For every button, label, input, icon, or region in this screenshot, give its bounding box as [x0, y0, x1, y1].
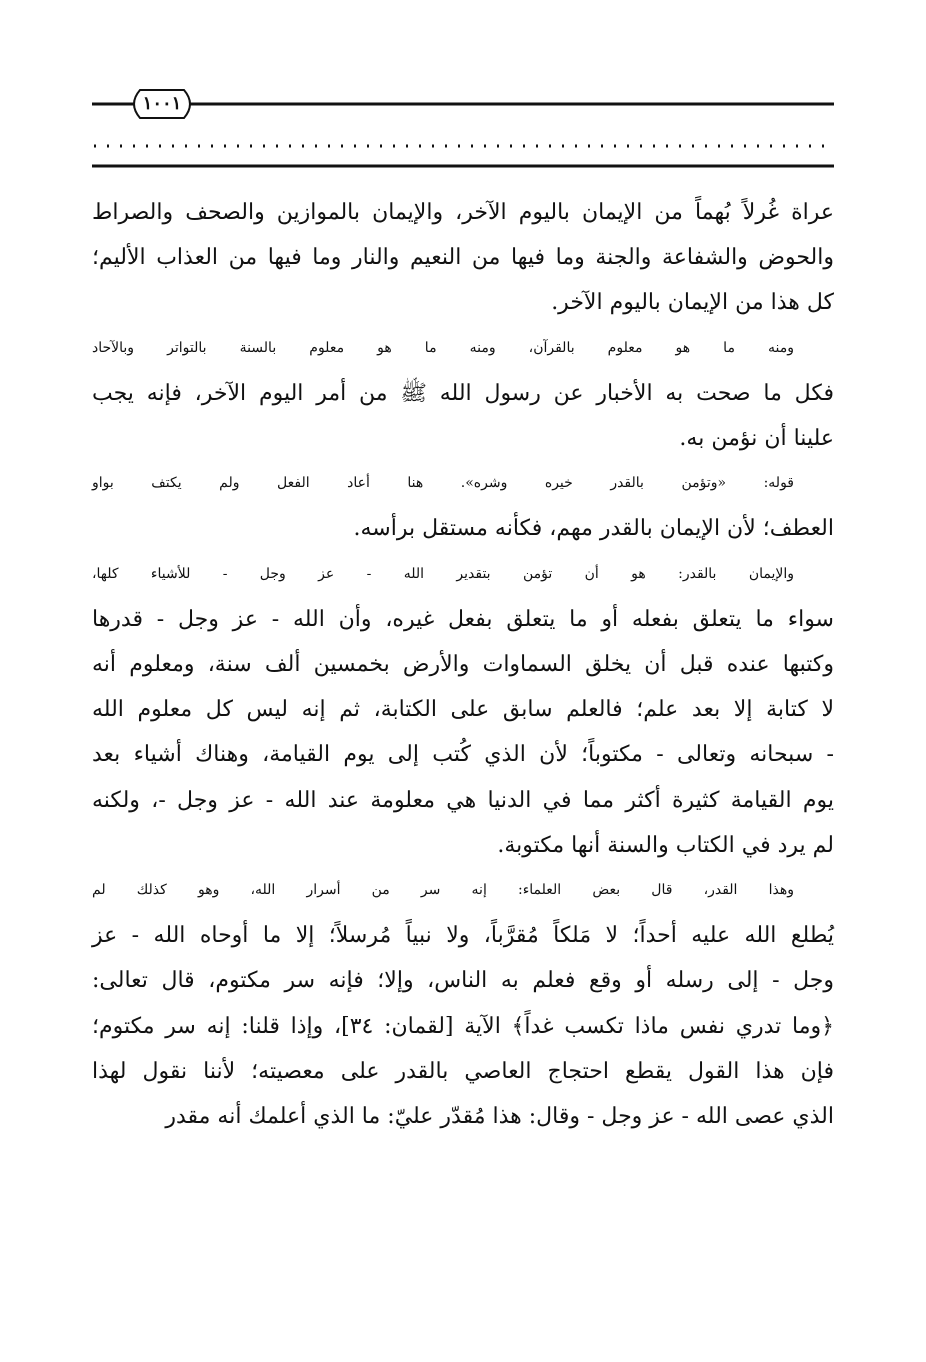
- page-number: ١٠٠١: [142, 93, 182, 114]
- paragraph: [92, 326, 834, 462]
- paragraph: [92, 461, 834, 551]
- text-line: سواء ما يتعلق بفعله أو ما يتعلق بفعل غيره، وأن الله - عز وجل - قدرها: [92, 606, 834, 632]
- text-line: فإن هذا القول يقطع احتجاج العاصي بالقدر على معصيته؛ لأننا نقول لهذا: [92, 1058, 834, 1084]
- body-text: [92, 190, 834, 1139]
- text-line: قوله: «وتؤمن بالقدر خيره وشره». هنا أعاد الفعل ولم يكتف بواو: [92, 475, 795, 492]
- text-line: علينا أن نؤمن به.: [679, 426, 834, 452]
- paragraph: [92, 868, 834, 1139]
- page-header: [0, 0, 926, 180]
- text-line: والحوض والشفاعة والجنة وما فيها من النعيم والنار وما فيها من العذاب الأليم؛: [92, 245, 834, 271]
- text-line: يُطلع الله عليه أحداً؛ لا مَلكاً مُقرَّباً، ولا نبياً مُرسلاً؛ إلا ما أوحاه الله - عز: [92, 923, 834, 949]
- text-line: يوم القيامة كثيرة أكثر مما في الدنيا هي معلومة عند الله - عز وجل -، ولكنه: [92, 787, 834, 813]
- text-line: وهذا القدر، قال بعض العلماء: إنه سر من أسرار الله، وهو كذلك لم: [92, 882, 794, 899]
- text-line: الذي عصى الله - عز وجل - وقال: هذا مُقدّر عليّ: ما الذي أعلمك أنه مقدر: [165, 1104, 834, 1130]
- text-line: فكل ما صحت به الأخبار عن رسول الله ﷺ من أمر اليوم الآخر، فإنه يجب: [92, 380, 834, 406]
- text-line: العطف؛ لأن الإيمان بالقدر مهم، فكأنه مستقل برأسه.: [353, 516, 834, 542]
- text-line: كل هذا من الإيمان باليوم الآخر.: [551, 290, 834, 316]
- text-line: لم يرد في الكتاب والسنة أنها مكتوبة.: [497, 832, 834, 858]
- text-line: ﴿وما تدري نفس ماذا تكسب غداً﴾ الآية [لقمان: ٣٤]، وإذا قلنا: إنه سر مكتوم؛: [92, 1013, 834, 1039]
- paragraph: [92, 190, 834, 326]
- text-line: عراة غُرلاً بُهماً من الإيمان باليوم الآخر، والإيمان بالموازين والصحف والصراط: [92, 200, 834, 225]
- text-line: ومنه ما هو معلوم بالقرآن، ومنه ما هو معلوم بالسنة بالتواتر وبالآحاد: [92, 339, 794, 356]
- text-line: وجل - إلى رسله أو وقع فعلم به الناس، وإلا؛ فإنه سر مكتوم، قال تعالى:: [92, 968, 834, 994]
- text-line: لا كتابة إلا بعد علم؛ فالعلم سابق على الكتابة، ثم إنه ليس كل معلوم الله: [92, 697, 834, 723]
- paragraph: [92, 552, 834, 868]
- text-line: وكتبها عنده قبل أن يخلق السماوات والأرض بخمسين ألف سنة، ومعلوم أنه: [92, 652, 834, 678]
- text-line: - سبحانه وتعالى - مكتوباً؛ لأن الذي كُتب إلى يوم القيامة، وهناك أشياء بعد: [92, 742, 834, 768]
- text-line: والإيمان بالقدر: هو أن تؤمن بتقدير الله - عز وجل - للأشياء كلها،: [92, 565, 794, 582]
